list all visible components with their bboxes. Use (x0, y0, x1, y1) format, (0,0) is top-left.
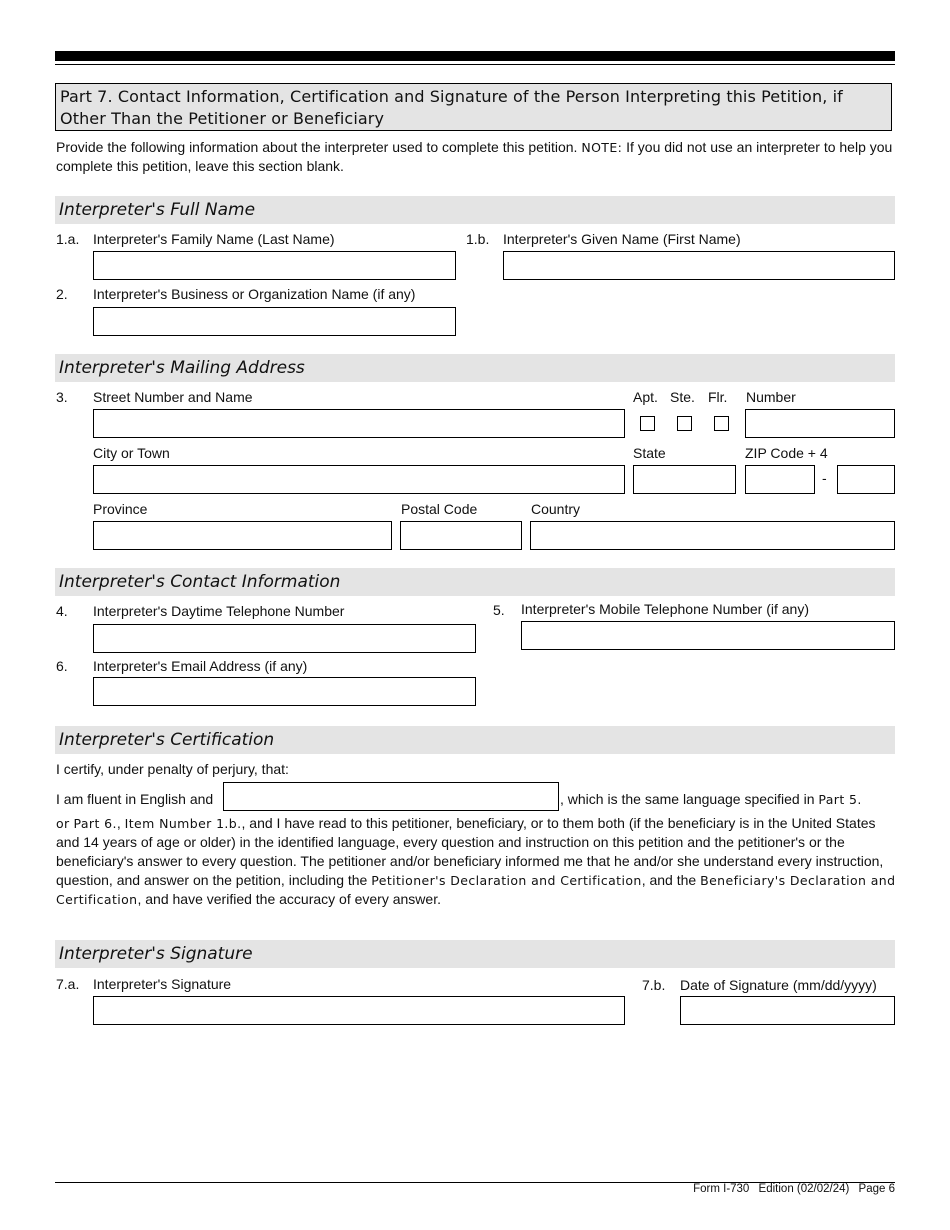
street-field[interactable] (93, 409, 625, 438)
state-field[interactable] (633, 465, 736, 494)
item-7a-number: 7.a. (56, 976, 80, 992)
email-field[interactable] (93, 677, 476, 706)
daytime-phone-label: Interpreter's Daytime Telephone Number (93, 603, 345, 619)
email-label: Interpreter's Email Address (if any) (93, 658, 308, 674)
ste-checkbox[interactable] (677, 416, 692, 431)
city-label: City or Town (93, 445, 170, 461)
ref-item-number: Item Number 1.b. (124, 816, 242, 831)
note-text: If you did not use an interpreter to help you complete this petition, leave this section blank. (56, 139, 893, 174)
city-field[interactable] (93, 465, 625, 494)
postal-code-label: Postal Code (401, 501, 478, 517)
certify-line: I certify, under penalty of perjury, that: (56, 761, 289, 777)
family-name-label: Interpreter's Family Name (Last Name) (93, 231, 335, 247)
footer-edition: Edition (02/02/24) (758, 1183, 850, 1195)
fluent-suffix-text: , which is the same language specified in (560, 791, 815, 807)
street-label: Street Number and Name (93, 389, 253, 405)
apt-label: Apt. (633, 389, 658, 405)
intro-paragraph (56, 138, 896, 176)
flr-label: Flr. (708, 389, 728, 405)
given-name-label: Interpreter's Given Name (First Name) (503, 231, 741, 247)
zip-field[interactable] (745, 465, 815, 494)
business-name-field[interactable] (93, 307, 456, 336)
item-5-number: 5. (493, 602, 505, 618)
signature-label: Interpreter's Signature (93, 976, 232, 992)
ref-or: or (56, 816, 70, 831)
part-7-header: Part 7. Contact Information, Certification and Signature of the Person Interpreting this Petition, if Other Than the Petitioner or Beneficiary (55, 83, 892, 131)
state-label: State (633, 445, 666, 461)
fluent-suffix (560, 791, 862, 807)
section-contact-information: Interpreter's Contact Information (55, 568, 895, 596)
footer-form: Form I-730 (693, 1183, 750, 1195)
apt-checkbox[interactable] (640, 416, 655, 431)
ref-comma: , (116, 815, 121, 831)
ref-petitioner-declaration: Petitioner's Declaration and Certification (371, 873, 642, 888)
family-name-field[interactable] (93, 251, 456, 280)
item-6-number: 6. (56, 658, 68, 674)
item-1b-number: 1.b. (466, 231, 490, 247)
item-2-number: 2. (56, 286, 68, 302)
country-field[interactable] (530, 521, 895, 550)
item-1a-number: 1.a. (56, 231, 80, 247)
certification-paragraph (56, 814, 896, 909)
section-signature: Interpreter's Signature (55, 940, 895, 968)
section-certification: Interpreter's Certification (55, 726, 895, 754)
province-field[interactable] (93, 521, 392, 550)
certification-body-3: , and have verified the accuracy of every answer. (137, 891, 441, 907)
province-label: Province (93, 501, 148, 517)
intro-text: Provide the following information about the interpreter used to complete this petition. (56, 139, 578, 155)
number-field[interactable] (745, 409, 895, 438)
section-full-name: Interpreter's Full Name (55, 196, 895, 224)
footer-page: Page 6 (858, 1183, 895, 1195)
zip-label: ZIP Code + 4 (745, 445, 828, 461)
signature-date-field[interactable] (680, 996, 895, 1025)
note-label: NOTE: (581, 140, 623, 155)
top-rule-thick (55, 51, 895, 61)
signature-field[interactable] (93, 996, 625, 1025)
item-7b-number: 7.b. (642, 977, 666, 993)
item-4-number: 4. (56, 603, 68, 619)
given-name-field[interactable] (503, 251, 895, 280)
number-label: Number (746, 389, 796, 405)
ref-part-6: Part 6. (73, 816, 117, 831)
certification-body-2: , and the (641, 872, 697, 888)
top-rule-thin (55, 64, 895, 65)
business-name-label: Interpreter's Business or Organization Name (if any) (93, 286, 416, 302)
page-footer (687, 1183, 895, 1195)
section-mailing-address: Interpreter's Mailing Address (55, 354, 895, 382)
ref-part-5: Part 5. (818, 792, 862, 807)
signature-date-label: Date of Signature (mm/dd/yyyy) (680, 977, 877, 993)
postal-code-field[interactable] (400, 521, 522, 550)
item-3-number: 3. (56, 389, 68, 405)
ref-beneficiary-declaration: Beneficiary's Declaration and Certification (56, 873, 896, 907)
country-label: Country (531, 501, 581, 517)
certification-body-1: , and I have read to this petitioner, beneficiary, or to them both (if the beneficiary is in the United States and 14 years of age or older) in the identified language, every question and instruction on this petition and the petitioner's or the beneficiary's answer to every question. The petitioner and/or beneficiary informed me that he and/or she understand every instruction, question, and answer on the petition, including the (56, 815, 884, 888)
language-field[interactable] (223, 782, 559, 811)
fluent-prefix: I am fluent in English and (56, 791, 214, 807)
ste-label: Ste. (670, 389, 695, 405)
mobile-phone-label: Interpreter's Mobile Telephone Number (if any) (521, 601, 809, 617)
mobile-phone-field[interactable] (521, 621, 895, 650)
zip-dash: - (822, 470, 827, 486)
zip-plus4-field[interactable] (837, 465, 895, 494)
daytime-phone-field[interactable] (93, 624, 476, 653)
flr-checkbox[interactable] (714, 416, 729, 431)
